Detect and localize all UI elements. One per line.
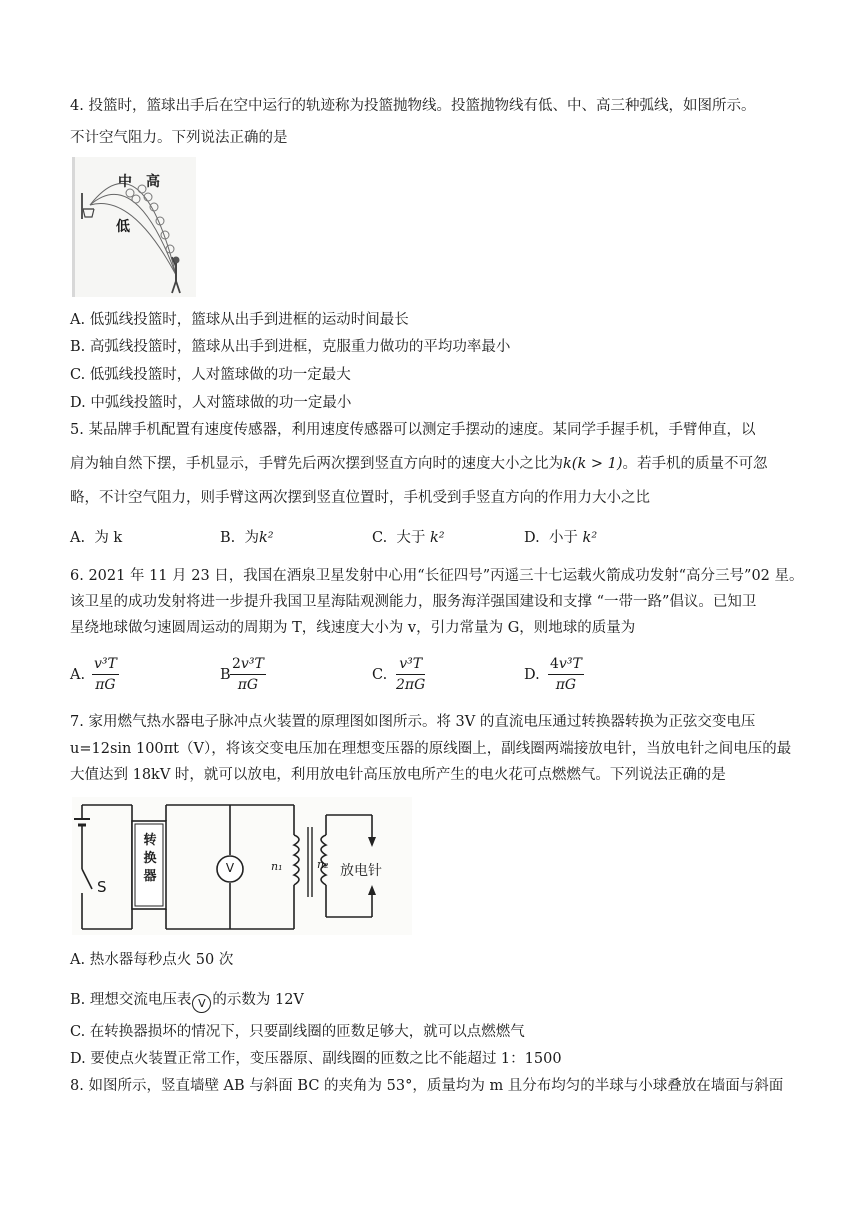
- q7-option-d: D. 要使点火装置正常工作，变压器原、副线圈的匝数之比不能超过 1：1500: [70, 1051, 562, 1067]
- fraction-denominator: πG: [555, 677, 577, 693]
- primary-turns-label: n₁: [271, 860, 283, 873]
- option-label: B.: [220, 530, 236, 546]
- q4-option-a: A. 低弧线投篮时，篮球从出手到进框的运动时间最长: [70, 312, 409, 328]
- fraction-denominator: πG: [237, 677, 259, 693]
- option-label: A.: [70, 530, 86, 546]
- q6-option-d-label: D.: [524, 667, 540, 683]
- converter-char: 换: [143, 851, 157, 866]
- q4-option-c: C. 低弧线投篮时，人对篮球做的功一定最大: [70, 367, 351, 383]
- voltmeter-symbol: V: [225, 861, 235, 875]
- q4-stem-line1: 4. 投篮时，篮球出手后在空中运行的轨迹称为投篮抛物线。投篮抛物线有低、中、高三种弧线，如图所示。: [70, 98, 756, 114]
- q6-stem-line3: 星绕地球做匀速圆周运动的周期为 T，线速度大小为 v，引力常量为 G，则地球的质量为: [70, 620, 636, 636]
- q5-stem-line2: [70, 454, 767, 474]
- q7-option-c: C. 在转换器损坏的情况下，只要副线圈的匝数足够大，就可以点燃燃气: [70, 1024, 525, 1040]
- option-text: B. 理想交流电压表: [70, 992, 192, 1008]
- q5-line2-text-a: 肩为轴自然下摆，手机显示，手臂先后两次摆到竖直方向时的速度大小之比为: [70, 456, 563, 472]
- q5-option-b: [220, 528, 274, 548]
- option-math: k²: [582, 530, 598, 546]
- converter-label: [140, 832, 160, 886]
- q5-stem-line3: 略，不计空气阻力，则手臂这两次摆到竖直位置时，手机受到手竖直方向的作用力大小之比: [70, 490, 650, 506]
- q5-line2-text-b: 。若手机的质量不可忽: [622, 456, 768, 472]
- q6-option-a-label: A.: [70, 667, 86, 683]
- q6-option-b-label: B: [220, 667, 231, 683]
- option-math: k²: [430, 530, 445, 546]
- q5-stem-line1: 5. 某品牌手机配置有速度传感器，利用速度传感器可以测定手摆动的速度。某同学手握手机，手臂伸直，以: [70, 422, 756, 438]
- option-text-tail: 的示数为 12V: [212, 992, 304, 1008]
- label-high-arc: 高: [146, 174, 160, 190]
- fraction-denominator: πG: [95, 677, 116, 693]
- fraction-denominator: 2πG: [396, 677, 426, 693]
- q7-option-b: [70, 990, 304, 1013]
- q4-stem-line2: 不计空气阻力。下列说法正确的是: [70, 130, 288, 146]
- option-math: k²: [258, 530, 274, 546]
- q6-stem-line1: 6. 2021 年 11 月 23 日，我国在酒泉卫星发射中心用“长征四号”丙遥三十七运载火箭成功发射“高分三号”02 星。: [70, 568, 804, 584]
- q5-option-d: [524, 528, 597, 548]
- q6-option-c-label: C.: [372, 667, 388, 683]
- q6-stem-line2: 该卫星的成功发射将进一步提升我国卫星海陆观测能力，服务海洋强国建设和支撑 “一带一路”倡议。已知卫: [70, 594, 757, 610]
- q6-option-c-fraction: [396, 655, 425, 694]
- option-text: 为: [244, 530, 259, 546]
- switch-label: S: [97, 878, 107, 896]
- fraction-numerator: [230, 655, 266, 675]
- q6-option-a-fraction: [92, 655, 119, 694]
- q4-option-b: B. 高弧线投篮时，篮球从出手到进框，克服重力做功的平均功率最小: [70, 339, 511, 355]
- numerator-expr: v³T: [558, 656, 582, 672]
- fraction-numerator: v³T: [396, 655, 425, 675]
- option-text: 大于: [396, 530, 426, 546]
- q5-option-a: [70, 528, 122, 548]
- coefficient: 4: [550, 656, 559, 672]
- q8-stem-line1: 8. 如图所示，竖直墙壁 AB 与斜面 BC 的夹角为 53°，质量均为 m 且分布均匀的半球与小球叠放在墙面与斜面: [70, 1078, 784, 1094]
- q7-option-a: A. 热水器每秒点火 50 次: [70, 952, 234, 968]
- voltmeter-icon: V: [192, 994, 211, 1013]
- option-text: 为 k: [94, 530, 123, 546]
- q7-stem-line1: 7. 家用燃气热水器电子脉冲点火装置的原理图如图所示。将 3V 的直流电压通过转换器转换为正弦交变电压: [70, 714, 756, 730]
- fraction-numerator: [548, 655, 584, 675]
- q5-option-c: [372, 528, 445, 548]
- option-label: C.: [372, 530, 388, 546]
- q7-stem-line3: 大值达到 18kV 时，就可以放电，利用放电针高压放电所产生的电火花可点燃燃气。下列说法正确的是: [70, 767, 726, 783]
- coefficient: 2: [232, 656, 241, 672]
- converter-char: 转: [143, 833, 157, 848]
- numerator-expr: v³T: [240, 656, 264, 672]
- label-low-arc: 低: [116, 219, 130, 235]
- discharge-needle-label: 放电针: [340, 863, 382, 879]
- q6-option-d-fraction: [548, 655, 584, 694]
- option-text: 小于: [548, 530, 578, 546]
- fraction-numerator: v³T: [92, 655, 119, 675]
- q7-stem-line2: u=12sin 100πt（V），将该交变电压加在理想变压器的原线圈上，副线圈两端接放电针，当放电针之间电压的最: [70, 741, 792, 757]
- q6-option-b-fraction: [230, 655, 266, 694]
- q4-option-d: D. 中弧线投篮时，人对篮球做的功一定最小: [70, 395, 352, 411]
- converter-char: 器: [143, 869, 157, 884]
- option-label: D.: [524, 530, 540, 546]
- q5-ratio-math: k(k > 1): [563, 456, 623, 472]
- secondary-turns-label: n₂: [317, 858, 329, 871]
- basketball-trajectory-figure: [72, 157, 196, 297]
- label-mid-arc: 中: [118, 174, 132, 190]
